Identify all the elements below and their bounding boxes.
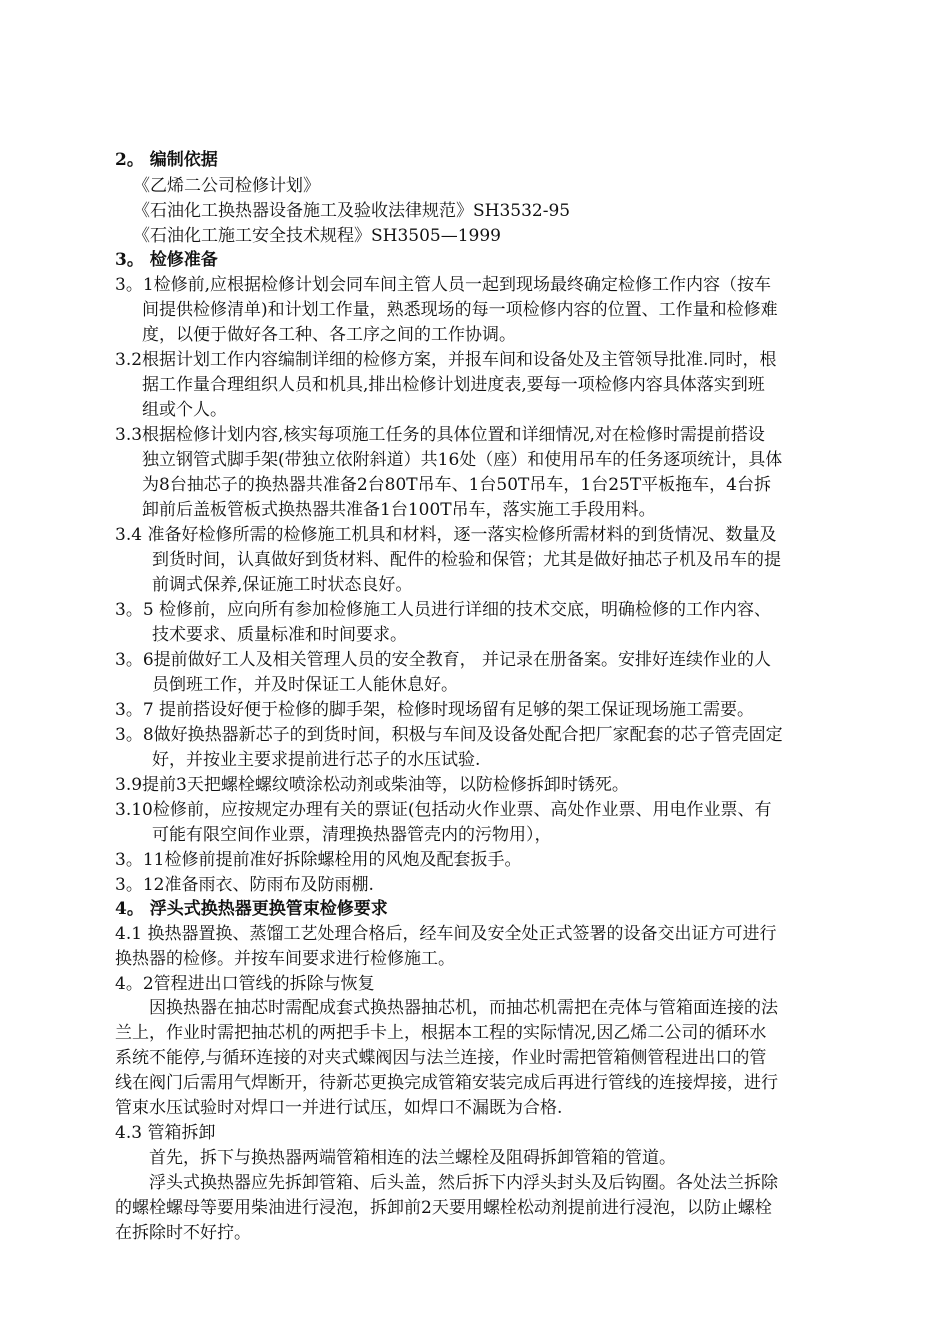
text-line: 3.2根据计划工作内容编制详细的检修方案，并报车间和设备处及主管领导批准.同时，根 [115, 350, 777, 370]
text-line: 卸前后盖板管板式换热器共准备1台100T吊车，落实施工手段用料。 [142, 500, 656, 520]
text-line: 度，以便于做好各工种、各工序之间的工作协调。 [142, 325, 516, 345]
section-heading: 3。 检修准备 [115, 250, 218, 270]
text-line: 因换热器在抽芯时需配成套式换热器抽芯机，而抽芯机需把在壳体与管箱面连接的法 [149, 998, 778, 1018]
text-line: 3.4 准备好检修所需的检修施工机具和材料，逐一落实检修所需材料的到货情况、数量及 [115, 525, 777, 545]
text-line: 3。11检修前提前准好拆除螺栓用的风炮及配套扳手。 [115, 850, 522, 870]
text-line: 4.1 换热器置换、蒸馏工艺处理合格后，经车间及安全处正式签署的设备交出证方可进行 [115, 924, 777, 944]
text-line: 兰上，作业时需把抽芯机的两把手卡上，根据本工程的实际情况,因乙烯二公司的循环水 [115, 1023, 767, 1043]
text-line: 3。6提前做好工人及相关管理人员的安全教育， 并记录在册备案。安排好连续作业的人 [115, 650, 772, 670]
text-line: 系统不能停,与循环连接的对夹式蝶阀因与法兰连接，作业时需把管箱侧管程进出口的管 [115, 1048, 767, 1068]
text-line: 为8台抽芯子的换热器共准备2台80T吊车、1台50T吊车，1台25T平板拖车，4台拆 [142, 475, 771, 495]
text-line: 线在阀门后需用气焊断开，待新芯更换完成管箱安装完成后再进行管线的连接焊接，进行 [115, 1073, 778, 1093]
text-line: 好，并按业主要求提前进行芯子的水压试验. [152, 750, 481, 770]
text-line: 《乙烯二公司检修计划》 [133, 176, 320, 196]
text-line: 在拆除时不好拧。 [115, 1223, 251, 1243]
text-line: 管束水压试验时对焊口一并进行试压，如焊口不漏既为合格. [115, 1098, 563, 1118]
text-line: 浮头式换热器应先拆卸管箱、后头盖，然后拆下内浮头封头及后钩圈。各处法兰拆除 [149, 1173, 778, 1193]
text-line: 3。7 提前搭设好便于检修的脚手架，检修时现场留有足够的架工保证现场施工需要。 [115, 700, 755, 720]
text-line: 技术要求、质量标准和时间要求。 [152, 625, 407, 645]
text-line: 3。5 检修前，应向所有参加检修施工人员进行详细的技术交底，明确检修的工作内容、 [115, 600, 772, 620]
text-line: 据工作量合理组织人员和机具,排出检修计划进度表,要每一项检修内容具体落实到班 [142, 375, 765, 395]
text-line: 《石油化工换热器设备施工及验收法律规范》SH3532-95 [133, 201, 571, 221]
text-line: 4.3 管箱拆卸 [115, 1123, 216, 1143]
text-line: 3.10检修前，应按规定办理有关的票证(包括动火作业票、高处作业票、用电作业票、有 [115, 800, 772, 820]
section-heading: 4。 浮头式换热器更换管束检修要求 [115, 899, 388, 919]
text-line: 首先，拆下与换热器两端管箱相连的法兰螺栓及阻碍拆卸管箱的管道。 [149, 1148, 676, 1168]
text-line: 3.9提前3天把螺栓螺纹喷涂松动剂或柴油等，以防检修拆卸时锈死。 [115, 775, 629, 795]
text-line: 《石油化工施工安全技术规程》SH3505—1999 [133, 226, 501, 246]
text-line: 3。1检修前,应根据检修计划会同车间主管人员一起到现场最终确定检修工作内容（按车 [115, 275, 772, 295]
text-line: 前调式保养,保证施工时状态良好。 [152, 575, 413, 595]
text-line: 3.3根据检修计划内容,核实每项施工任务的具体位置和详细情况,对在检修时需提前搭设 [115, 425, 765, 445]
text-line: 的螺栓螺母等要用柴油进行浸泡，拆卸前2天要用螺栓松动剂提前进行浸泡，以防止螺栓 [115, 1198, 772, 1218]
text-line: 换热器的检修。并按车间要求进行检修施工。 [115, 949, 455, 969]
text-line: 间提供检修清单)和计划工作量，熟悉现场的每一项检修内容的位置、工作量和检修难 [142, 300, 778, 320]
text-line: 到货时间，认真做好到货材料、配件的检验和保管；尤其是做好抽芯子机及吊车的提 [152, 550, 781, 570]
text-line: 员倒班工作，并及时保证工人能休息好。 [152, 675, 458, 695]
text-line: 可能有限空间作业票，清理换热器管壳内的污物用）， [152, 825, 552, 845]
text-line: 独立钢管式脚手架(带独立依附斜道）共16处（座）和使用吊车的任务逐项统计，具体 [142, 450, 783, 470]
text-line: 组或个人。 [142, 400, 227, 420]
text-line: 4。2管程进出口管线的拆除与恢复 [115, 974, 375, 994]
section-heading: 2。 编制依据 [115, 150, 218, 170]
text-line: 3。12准备雨衣、防雨布及防雨棚. [115, 875, 374, 895]
text-line: 3。8做好换热器新芯子的到货时间，积极与车间及设备处配合把厂家配套的芯子管壳固定 [115, 725, 783, 745]
